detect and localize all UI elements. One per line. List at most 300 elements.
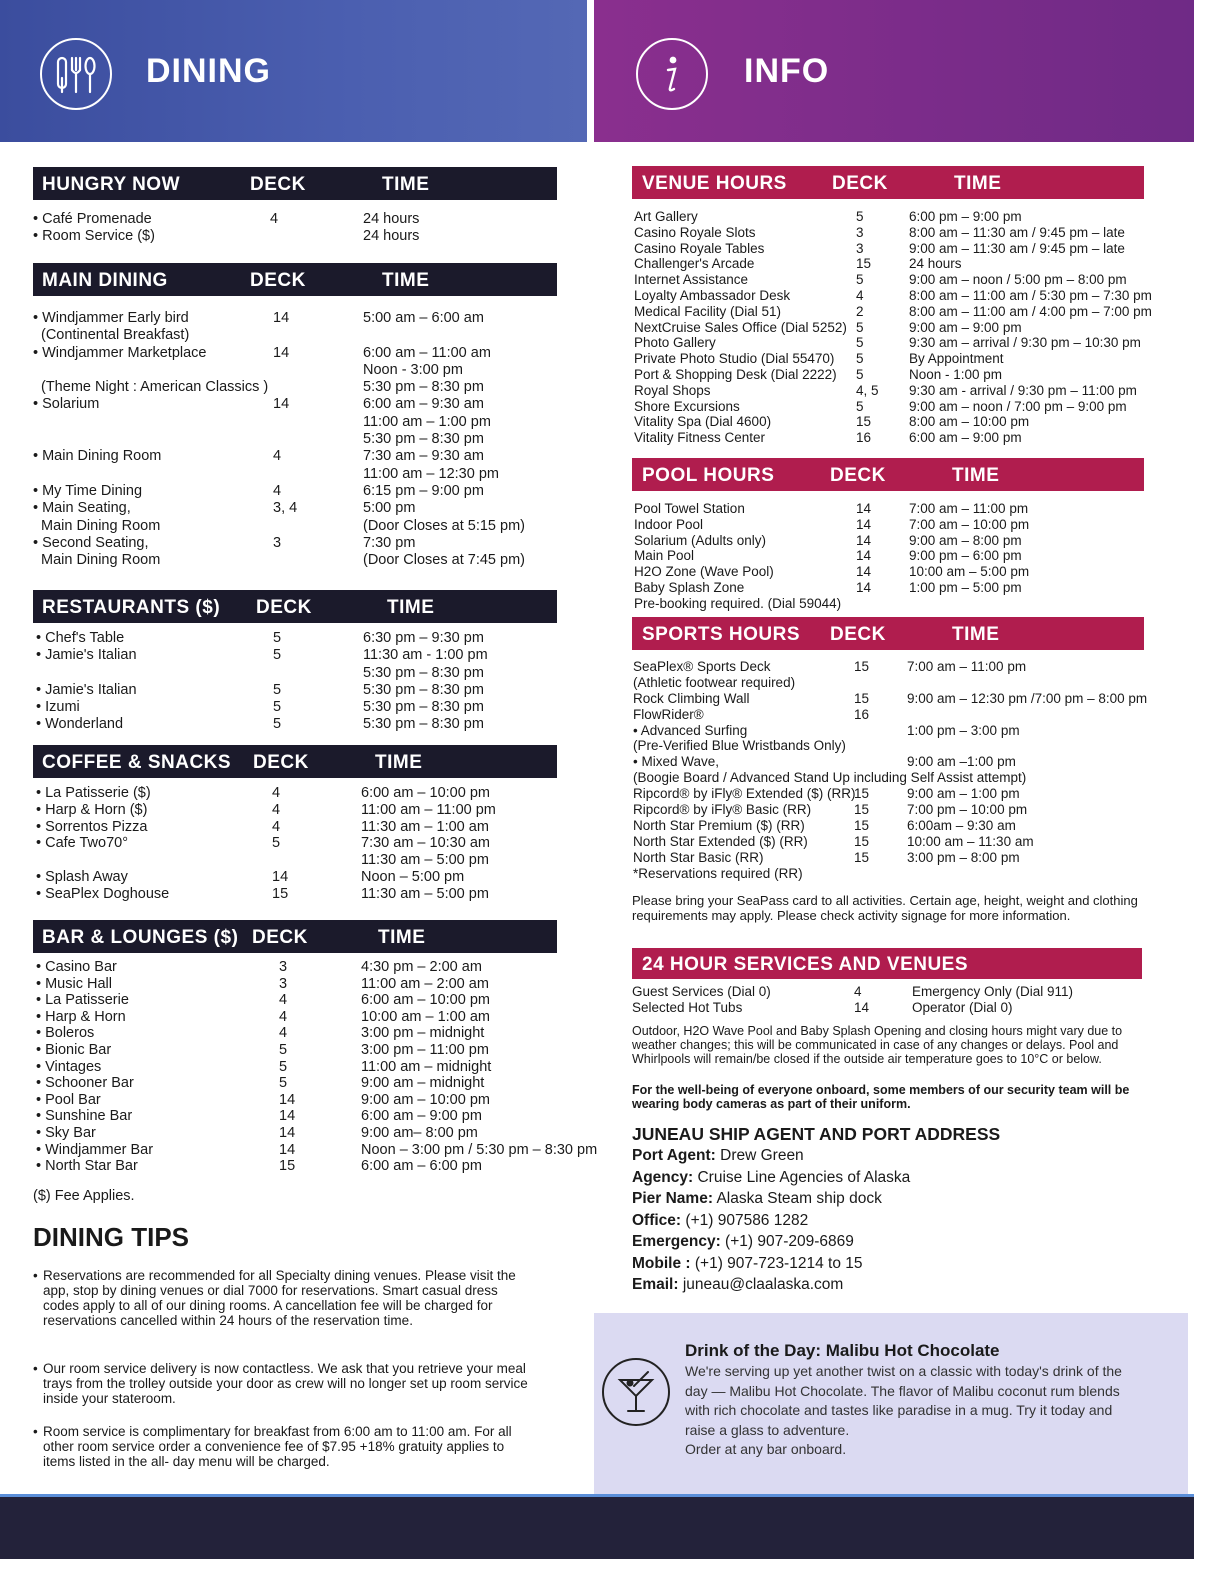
row-time: 8:00 am – 11:00 am / 5:30 pm – 7:30 pm (909, 287, 1152, 303)
table-row (33, 869, 557, 886)
row-name: • Harp & Horn ($) (36, 801, 148, 818)
row-name: *Reservations required (RR) (633, 865, 803, 881)
row-time: 7:30 am – 9:30 am (363, 448, 484, 465)
row-deck: 16 (856, 430, 872, 446)
row-name: • Main Dining Room (33, 448, 162, 465)
sports-hours-header (632, 617, 1144, 650)
row-deck: 5 (856, 319, 864, 335)
table-row (33, 1025, 557, 1042)
row-name: • Vintages (36, 1058, 102, 1075)
row-time: 7:00 am – 11:00 pm (907, 659, 1027, 674)
row-time: 6:00 am – 9:00 pm (909, 430, 1022, 446)
row-time: 9:00 am –1:00 pm (907, 754, 1016, 770)
row-deck: 15 (279, 1158, 296, 1175)
row-name: Royal Shops (634, 382, 711, 398)
port-office: Office: (+1) 907586 1282 (632, 1212, 809, 1229)
table-row (632, 272, 1144, 288)
row-time: 11:30 am – 1:00 am (361, 818, 489, 835)
row-deck: 5 (856, 398, 864, 414)
table-row (632, 580, 1144, 596)
row-deck: 15 (272, 885, 289, 902)
row-name: • Boleros (36, 1025, 95, 1042)
row-time: 4:30 pm – 2:00 am (361, 959, 482, 975)
time-header: TIME (382, 270, 430, 291)
cocktail-icon (602, 1358, 670, 1426)
row-name: • Sunshine Bar (36, 1108, 133, 1125)
row-time: 5:30 pm – 8:30 pm (363, 431, 484, 448)
deck-header: DECK (250, 270, 306, 291)
table-row (632, 564, 1144, 580)
row-time: 11:00 am – 1:00 pm (363, 413, 491, 430)
table-row (632, 225, 1144, 241)
time-header: TIME (954, 173, 1002, 194)
time-header: TIME (375, 752, 423, 773)
tip-item: • Our room service delivery is now contactless. We ask that you retrieve your meal trays from the trolley outside your door as crew will no longer set up room service inside your stateroom. (33, 1361, 528, 1406)
row-deck: 14 (856, 564, 872, 580)
row-time: 6:00 am – 9:00 pm (361, 1108, 482, 1125)
row-deck: 14 (272, 868, 289, 885)
row-time: 5:00 pm (363, 500, 416, 517)
row-extra: Operator (Dial 0) (912, 1000, 1013, 1015)
row-deck: 5 (273, 716, 282, 733)
bars-list (33, 959, 598, 1175)
row-deck: 4 (273, 448, 282, 465)
row-deck: 5 (273, 699, 282, 716)
table-row (33, 1092, 557, 1109)
main-dining-header (33, 263, 557, 296)
row-time: 9:00 am – 12:30 pm /7:00 pm – 8:00 pm (907, 690, 1148, 706)
drink-text: We're serving up yet another twist on a classic with today's drink of the day — Malibu Hot Chocolate. The flavor of Malibu coconut rum blends with rich chocolate and tastes like paradise in a mug. Try it today and raise a glass to adventure. Order at any bar onboard. (685, 1363, 1122, 1457)
table-row (33, 1009, 557, 1026)
table-row (632, 367, 1144, 383)
table-row (632, 383, 1144, 399)
row-time: 9:00 am – midnight (361, 1075, 485, 1092)
main-dining-list (33, 310, 557, 569)
table-row (33, 1158, 557, 1175)
deck-header: DECK (253, 752, 309, 773)
table-row (33, 802, 557, 819)
row-deck: 5 (279, 1075, 288, 1092)
table-row (33, 431, 557, 448)
row-time: 3:00 pm – 8:00 pm (907, 849, 1020, 865)
table-row (33, 716, 557, 733)
row-time: 6:30 pm – 9:30 pm (363, 630, 484, 646)
table-row (33, 345, 557, 362)
restaurants-list (33, 630, 557, 734)
hungry-now-header (33, 167, 557, 200)
table-row (33, 699, 557, 716)
footer-bar (0, 1497, 1194, 1559)
row-time: 9:30 am - arrival / 9:30 pm – 11:00 pm (909, 382, 1137, 398)
row-time: 11:00 am – 11:00 pm (361, 801, 496, 818)
row-time: 6:00 am – 10:00 pm (361, 992, 490, 1009)
row-name: Art Gallery (634, 209, 698, 224)
row-name: • Mixed Wave, (633, 754, 719, 770)
services-header (632, 948, 1142, 979)
table-row (33, 310, 557, 327)
table-row (33, 552, 557, 569)
row-deck: 14 (273, 396, 290, 413)
row-deck: 5 (273, 681, 282, 698)
row-deck: 5 (856, 366, 864, 382)
table-row (33, 362, 557, 379)
drink-title: Drink of the Day: Malibu Hot Chocolate (685, 1341, 1000, 1360)
port-mobile: Mobile : (+1) 907-723-1214 to 15 (632, 1255, 863, 1272)
table-row (632, 675, 1144, 691)
table-row (632, 320, 1144, 336)
table-row (33, 535, 557, 552)
row-name: Vitality Spa (Dial 4600) (634, 414, 772, 430)
pool-hours-list (632, 501, 1144, 612)
table-row (33, 886, 557, 903)
row-time: 11:00 am – 2:00 am (361, 975, 489, 992)
row-time: 9:00 am – 8:00 pm (909, 532, 1022, 548)
row-deck: 14 (273, 310, 290, 326)
row-deck: 4 (856, 287, 864, 303)
row-extra: Emergency Only (Dial 911) (912, 984, 1074, 999)
venue-hours-header (632, 166, 1144, 199)
table-row (33, 228, 557, 245)
row-deck: 4 (279, 1025, 288, 1042)
row-deck: 14 (279, 1091, 296, 1108)
table-row (632, 786, 1144, 802)
row-name: Rock Climbing Wall (633, 690, 750, 706)
row-name: • Café Promenade (33, 211, 152, 227)
row-name: Pool Towel Station (634, 501, 745, 516)
row-name: • Harp & Horn (36, 1008, 126, 1025)
row-time: 9:00 am – 1:00 pm (907, 786, 1020, 802)
table-row (33, 327, 557, 344)
row-name: Challenger's Arcade (634, 256, 755, 272)
section-title: SPORTS HOURS (642, 624, 801, 645)
table-row (33, 466, 557, 483)
info-icon (636, 38, 708, 110)
table-row (632, 287, 1152, 304)
fork-knife-icon (40, 38, 112, 110)
row-time: 3:00 pm – 11:00 pm (361, 1041, 489, 1058)
port-title: JUNEAU SHIP AGENT AND PORT ADDRESS (632, 1124, 1001, 1144)
row-time: 24 hours (909, 256, 962, 272)
table-row (33, 852, 557, 869)
row-deck: 3 (279, 975, 288, 992)
row-time: 24 hours (363, 211, 420, 227)
row-name: Indoor Pool (634, 516, 704, 532)
row-time: 8:00 am – 11:30 am / 9:45 pm – late (909, 224, 1125, 240)
table-row (33, 630, 557, 647)
row-name: • La Patisserie ($) (36, 785, 151, 801)
port-pier: Pier Name: Alaska Steam ship dock (632, 1190, 882, 1207)
row-name: • Sky Bar (36, 1124, 96, 1141)
row-name: Casino Royale Tables (634, 240, 765, 256)
row-deck: 4 (272, 801, 281, 818)
row-name: Selected Hot Tubs (632, 1000, 743, 1015)
row-deck: 14 (279, 1124, 296, 1141)
table-row (632, 690, 1148, 707)
table-row (33, 500, 557, 517)
deck-header: DECK (832, 173, 888, 194)
row-deck: 4 (270, 211, 279, 227)
row-deck: 4 (273, 482, 282, 499)
table-row (33, 1141, 598, 1159)
row-name: • Second Seating, (33, 534, 149, 551)
table-row (632, 770, 1144, 786)
row-deck: 15 (854, 817, 870, 833)
security-note: For the well-being of everyone onboard, some members of our security team will be wearing body cameras as part of their uniform. (632, 1083, 1130, 1111)
row-deck: 14 (856, 516, 872, 532)
table-row (33, 483, 557, 500)
row-deck: 5 (856, 209, 864, 224)
row-name: • Schooner Bar (36, 1075, 134, 1092)
table-row (33, 992, 557, 1009)
section-title: 24 HOUR SERVICES AND VENUES (642, 954, 969, 975)
row-time: Noon – 3:00 pm / 5:30 pm – 8:30 pm (361, 1141, 598, 1158)
table-row (632, 723, 1144, 739)
row-deck: 15 (854, 833, 870, 849)
row-name: Private Photo Studio (Dial 55470) (634, 351, 835, 367)
row-time: 11:30 am – 5:00 pm (361, 885, 489, 902)
table-row (33, 1125, 557, 1142)
table-row (632, 335, 1144, 351)
table-row (33, 518, 557, 535)
sports-note: Please bring your SeaPass card to all activities. Certain age, height, weight and clothing requirements may apply. Please check activity signage for more information. (632, 893, 1138, 923)
time-header: TIME (387, 597, 435, 618)
row-name: • Music Hall (36, 975, 112, 992)
row-name: • Sorrentos Pizza (36, 818, 148, 835)
row-time: 9:00 pm – 6:00 pm (909, 548, 1022, 564)
venue-hours-list (632, 209, 1152, 446)
row-time: 6:00 am – 6:00 pm (361, 1158, 482, 1175)
row-deck: 15 (856, 256, 872, 272)
row-name: (Theme Night : American Classics ) (41, 379, 269, 396)
row-name: Photo Gallery (634, 335, 716, 351)
row-name: • SeaPlex Doghouse (36, 885, 170, 902)
table-row (632, 984, 1144, 1000)
row-time: 3:00 pm – midnight (361, 1025, 485, 1042)
table-row (632, 501, 1144, 517)
row-time: 11:30 am – 5:00 pm (361, 852, 489, 869)
row-name: Ripcord® by iFly® Basic (RR) (633, 802, 812, 818)
services-list (632, 984, 1144, 1016)
table-row (632, 596, 1144, 612)
section-title: RESTAURANTS ($) (42, 597, 221, 618)
row-deck: 15 (856, 414, 872, 430)
row-name: NextCruise Sales Office (Dial 5252) (634, 319, 847, 335)
row-time: 7:30 pm (363, 534, 416, 551)
row-deck: 14 (279, 1108, 296, 1125)
row-time: 7:30 am – 10:30 am (361, 835, 490, 852)
row-deck: 14 (856, 532, 872, 548)
tip-item: • Reservations are recommended for all Specialty dining venues. Please visit the app, stop by dining venues or dial 7000 for reservations. Smart casual dress codes apply to all of our dining rooms. A cancellation fee will be charged for reservations cancelled within 24 hours of the reservation time. (33, 1268, 516, 1328)
table-row (33, 785, 557, 802)
row-name: North Star Basic (RR) (633, 849, 764, 865)
row-name: FlowRider® (633, 706, 704, 722)
row-name: Internet Assistance (634, 272, 749, 288)
row-name: • Advanced Surfing (633, 722, 748, 738)
table-row (632, 754, 1144, 770)
info-header (594, 0, 1194, 142)
table-row (632, 834, 1144, 850)
row-time: 6:00 pm – 9:00 pm (909, 209, 1022, 224)
row-name: North Star Premium ($) (RR) (633, 817, 805, 833)
row-deck: 15 (854, 786, 870, 802)
row-deck: 4 (854, 984, 862, 999)
table-row (632, 209, 1144, 225)
coffee-snacks-header (33, 745, 557, 778)
row-deck: 3, 4 (273, 500, 298, 517)
row-time: 9:30 am – arrival / 9:30 pm – 10:30 pm (909, 335, 1141, 351)
row-time: 8:00 am – 10:00 pm (909, 414, 1030, 430)
row-deck: 5 (856, 335, 864, 351)
row-deck: 3 (856, 224, 864, 240)
table-row (33, 1059, 557, 1076)
fee-note: ($) Fee Applies. (33, 1188, 135, 1204)
row-time: 10:00 am – 1:00 am (361, 1008, 490, 1025)
section-title: VENUE HOURS (642, 173, 787, 194)
table-row (632, 241, 1144, 257)
row-name: • Jamie's Italian (36, 647, 137, 664)
row-deck: 14 (854, 1000, 870, 1015)
row-time: 24 hours (363, 227, 420, 244)
row-name: • Bionic Bar (36, 1041, 112, 1058)
section-title: POOL HOURS (642, 465, 775, 486)
row-time: 6:00 am – 10:00 pm (361, 785, 490, 801)
row-name: • Splash Away (36, 868, 128, 885)
row-name: Vitality Fitness Center (634, 430, 766, 446)
row-name: • My Time Dining (33, 482, 143, 499)
row-deck: 5 (279, 1058, 288, 1075)
row-name: • North Star Bar (36, 1158, 138, 1175)
table-row (33, 1108, 557, 1125)
row-time: 1:00 pm – 3:00 pm (907, 722, 1020, 738)
row-time: 9:00 am – 10:00 pm (361, 1091, 490, 1108)
row-deck: 3 (273, 534, 282, 551)
row-time: 6:00 am – 11:00 am (363, 344, 491, 361)
table-row (33, 414, 557, 431)
row-time: 5:30 pm – 8:30 pm (363, 716, 484, 733)
time-header: TIME (382, 174, 430, 195)
row-deck: 2 (856, 303, 864, 319)
row-name: • Izumi (36, 699, 80, 716)
row-time: 5:30 pm – 8:30 pm (363, 664, 484, 681)
table-row (632, 303, 1152, 320)
row-time: 11:00 am – midnight (361, 1058, 492, 1075)
row-time: 7:00 am – 10:00 pm (909, 516, 1030, 532)
row-name: Port & Shopping Desk (Dial 2222) (634, 366, 837, 382)
row-name: Main Dining Room (41, 552, 161, 569)
table-row (33, 1075, 557, 1092)
row-time: 5:30 pm – 8:30 pm (363, 699, 484, 716)
row-time: 5:30 pm – 8:30 pm (363, 681, 484, 698)
time-header: TIME (952, 465, 1000, 486)
row-time: Noon - 1:00 pm (909, 366, 1003, 382)
row-deck: 3 (279, 959, 288, 975)
row-deck: 14 (856, 501, 872, 516)
row-time: 9:00 am – noon / 5:00 pm – 8:00 pm (909, 272, 1127, 288)
row-time: 9:00 am – 9:00 pm (909, 319, 1022, 335)
row-deck: 14 (856, 579, 872, 595)
table-row (632, 850, 1144, 866)
table-row (632, 414, 1144, 430)
row-name: Ripcord® by iFly® Extended ($) (RR) (633, 786, 856, 802)
row-time: 10:00 am – 11:30 am (907, 833, 1034, 849)
row-name: Main Dining Room (41, 517, 161, 534)
row-deck: 4 (279, 1008, 288, 1025)
row-deck: 4, 5 (856, 382, 879, 398)
table-row (33, 682, 557, 699)
row-deck: 15 (854, 849, 870, 865)
row-name: • Solarium (33, 396, 100, 413)
row-name: (Boogie Board / Advanced Stand Up including Self Assist attempt) (633, 770, 1027, 786)
row-deck: 4 (279, 992, 288, 1009)
row-deck: 15 (854, 802, 870, 818)
table-row (632, 351, 1144, 367)
section-title: BAR & LOUNGES ($) (42, 927, 239, 948)
row-time: 6:00am – 9:30 am (907, 817, 1016, 833)
table-row (33, 1042, 557, 1059)
row-time: 11:30 am - 1:00 pm (363, 647, 488, 664)
row-time: 6:00 am – 9:30 am (363, 396, 484, 413)
deck-header: DECK (252, 927, 308, 948)
table-row (632, 256, 1144, 272)
row-time: 9:00 am – 11:30 am / 9:45 pm – late (909, 240, 1125, 256)
row-time: Noon – 5:00 pm (361, 868, 465, 885)
row-deck: 3 (856, 240, 864, 256)
table-row (632, 430, 1144, 446)
row-deck: 5 (279, 1041, 288, 1058)
deck-header: DECK (256, 597, 312, 618)
row-name: Shore Excursions (634, 398, 740, 414)
port-agency: Agency: Cruise Line Agencies of Alaska (632, 1169, 911, 1186)
hungry-now-list (33, 211, 557, 244)
row-time: 10:00 am – 5:00 pm (909, 564, 1030, 580)
coffee-snacks-list (33, 785, 557, 903)
row-time: 11:00 am – 12:30 pm (363, 465, 499, 482)
row-name: Medical Facility (Dial 51) (634, 303, 782, 319)
row-name: Guest Services (Dial 0) (632, 984, 771, 999)
bars-header (33, 920, 557, 953)
dining-title: DINING (146, 52, 271, 90)
row-time: 5:30 pm – 8:30 pm (363, 379, 484, 396)
dining-tips-title: DINING TIPS (33, 1222, 190, 1252)
row-name: (Continental Breakfast) (41, 327, 190, 344)
time-header: TIME (378, 927, 426, 948)
sports-hours-list (632, 659, 1148, 881)
row-name: • Cafe Two70° (36, 835, 129, 852)
row-name: • La Patisserie (36, 992, 129, 1009)
row-name: Loyalty Ambassador Desk (634, 287, 791, 303)
row-deck: 4 (272, 785, 281, 801)
port-emergency: Emergency: (+1) 907-209-6869 (632, 1233, 854, 1250)
row-deck: 14 (279, 1141, 296, 1158)
row-deck: 15 (854, 690, 870, 706)
row-name: Baby Splash Zone (634, 579, 745, 595)
table-row (632, 738, 1144, 754)
port-email: Email: juneau@claalaska.com (632, 1276, 844, 1293)
row-name: • Casino Bar (36, 959, 117, 975)
row-name: • Windjammer Bar (36, 1141, 154, 1158)
row-deck: 14 (273, 344, 290, 361)
row-deck: 15 (854, 659, 870, 674)
row-deck: 14 (856, 548, 872, 564)
row-time: 6:15 pm – 9:00 pm (363, 482, 484, 499)
row-name: Solarium (Adults only) (634, 532, 767, 548)
table-row (33, 211, 557, 228)
section-title: HUNGRY NOW (42, 174, 180, 195)
row-deck: 5 (273, 647, 282, 664)
row-deck: 4 (272, 818, 281, 835)
row-time: 1:00 pm – 5:00 pm (909, 579, 1022, 595)
dining-header (0, 0, 587, 142)
